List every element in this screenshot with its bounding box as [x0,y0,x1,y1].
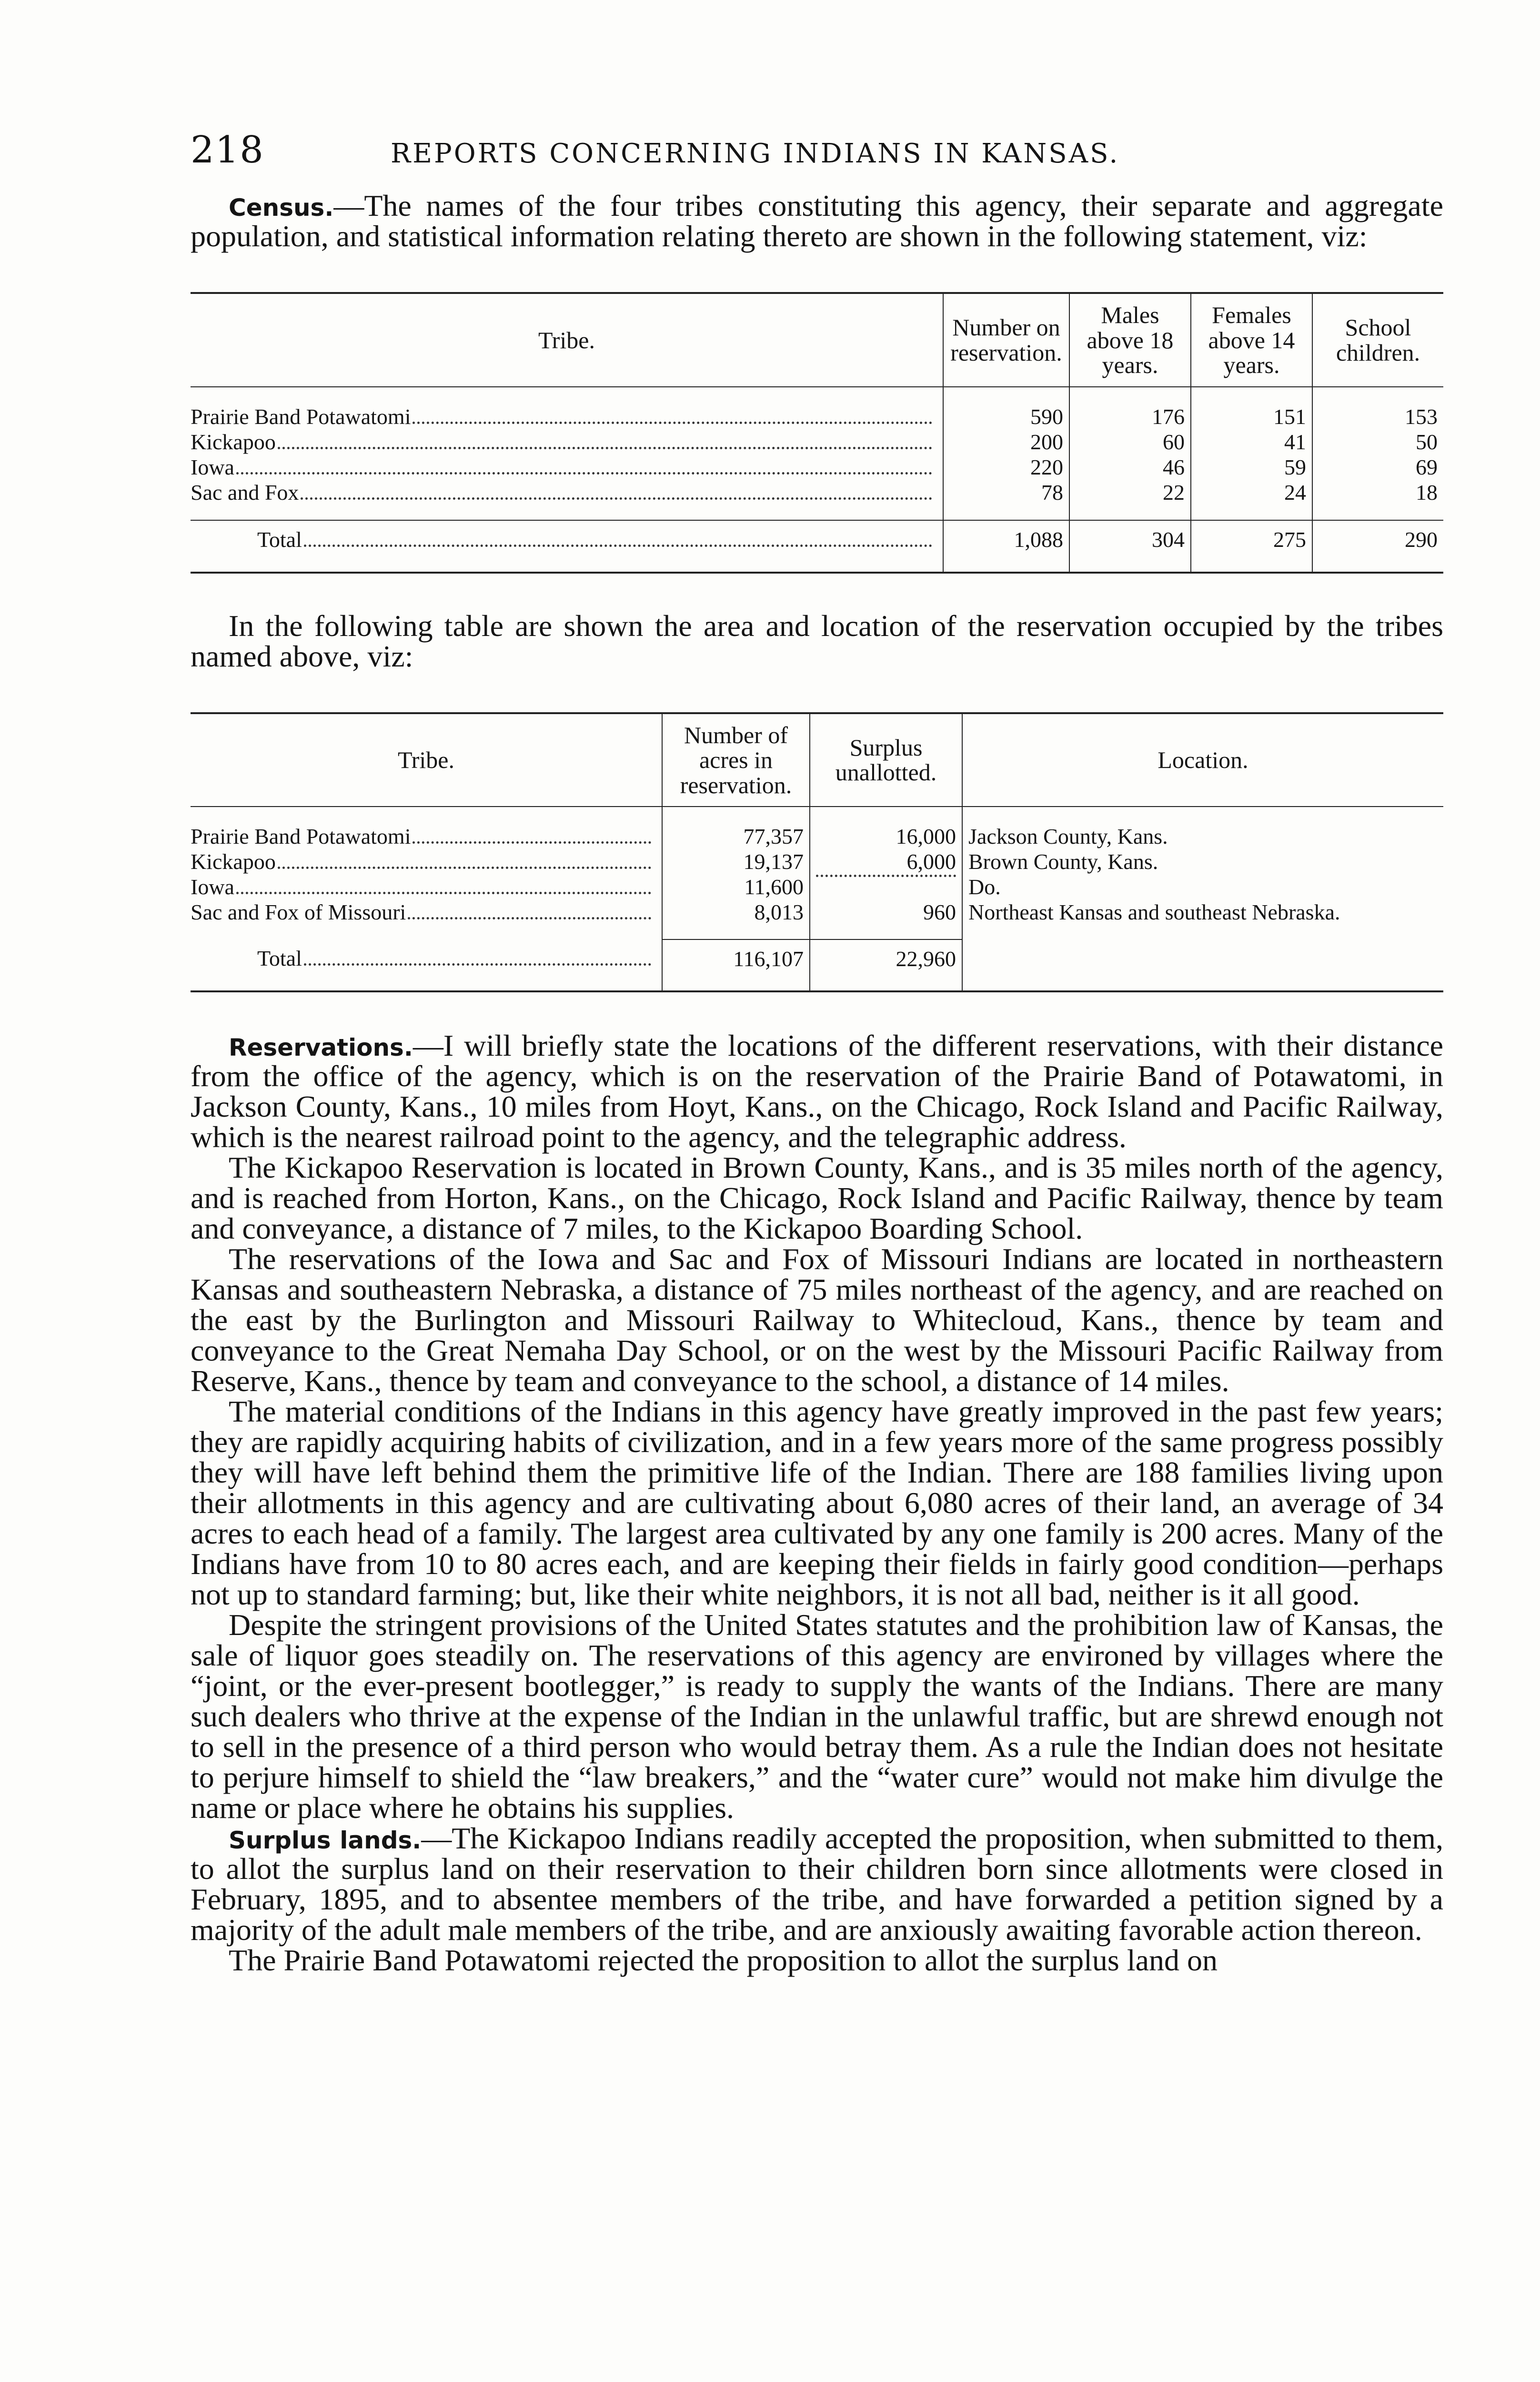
col-header-females: Females above 14 years. [1191,294,1312,387]
surplus-paragraph-2: The Prairie Band Potawatomi rejected the proposition to allot the surplus land on [229,1943,1218,1977]
col-header-tribe: Tribe. [191,294,943,387]
table-row [191,824,1443,849]
surplus-cell-empty [810,875,962,900]
running-title: REPORTS CONCERNING INDIANS IN KANSAS. [391,138,1120,169]
school-cell: 69 [1312,455,1443,480]
col-header-location: Location. [962,714,1443,807]
col-header-surplus: Surplus unallotted. [810,714,962,807]
total-males: 304 [1069,520,1191,572]
total-row [191,520,1443,572]
males-cell: 60 [1069,430,1191,455]
reservation-table [191,714,1443,991]
number-cell: 220 [943,455,1069,480]
acres-cell: 11,600 [662,875,810,900]
tribe-name: Prairie Band Potawatomi [191,404,411,429]
total-surplus: 22,960 [810,939,962,990]
reservations-paragraph-3: The reservations of the Iowa and Sac and Fox of Missouri Indians are located in northeastern Kansas and southeastern Nebraska, a distance of 75 miles northeast of the agency, and are reached on the east by the Burlington and Missouri Railway to Whitecloud, Kans., thence by team and conveyance to the Great Nemaha Day School, or on the west by the Missouri Pacific Railway from Reserve, Kans., thence by team and conveyance to the school, a distance of 14 miles. [191,1242,1443,1398]
census-text: —The names of the four tribes constituting this agency, their separate and aggregate population, and statistical information relating thereto are shown in the following statement, viz: [191,189,1443,253]
tribe-name: Sac and Fox [191,480,299,505]
school-cell: 153 [1312,404,1443,430]
females-cell: 41 [1191,430,1312,455]
location-cell: Jackson County, Kans. [962,824,1443,849]
total-label: Total [257,527,302,552]
col-header-males: Males above 18 years. [1069,294,1191,387]
table-row [191,480,1443,505]
table-row [191,849,1443,875]
col-header-school: School children. [1312,294,1443,387]
number-cell: 78 [943,480,1069,505]
tribe-name: Iowa [191,454,234,479]
males-cell: 176 [1069,404,1191,430]
col-header-tribe: Tribe. [191,714,662,807]
col-header-number: Number on reservation. [943,294,1069,387]
reservations-paragraph-5: Despite the stringent provisions of the United States statutes and the prohibition law of Kansas, the sale of liquor goes steadily on. The reservations of this agency are environed by villages where the “joint, or the ever-present bootlegger,” is ready to supply the wants of the Indians. There are many such dealers who thrive at the expense of the Indian in the unlawful traffic, but are shrewd enough not to sell in the presence of a third person who would betray them. As a rule the Indian does not hesitate to perjure himself to shield the “law breakers,” and the “water cure” would not make him divulge the name or place where he obtains his supplies. [191,1608,1443,1825]
surplus-paragraph-1 [191,1823,1443,1945]
surplus-cell: 16,000 [810,824,962,849]
reservations-paragraph-1 [191,1030,1443,1152]
number-cell: 590 [943,404,1069,430]
table-row [191,455,1443,480]
surplus-text-1: —The Kickapoo Indians readily accepted the proposition, when submitted to them, to allot the surplus land on their reservation to their children born since allotments were closed in February, 1895, and to absentee members of the tribe, and have forwarded a petition signed by a majority of the adult male members of the tribe, and are anxiously awaiting favorable action thereon. [191,1821,1444,1947]
total-label: Total [257,946,302,970]
page [191,129,1443,1976]
location-cell: Northeast Kansas and southeast Nebraska. [962,900,1443,925]
running-head [191,129,1443,186]
females-cell: 24 [1191,480,1312,505]
acres-cell: 8,013 [662,900,810,925]
table-row [191,875,1443,900]
reservations-lead: Reservations. [229,1034,413,1061]
surplus-lead: Surplus lands. [229,1827,422,1854]
reservations-text-1: —I will briefly state the locations of the different reservations, with their distance from the office of the agency, which is on the reservation of the Prairie Band of Potawatomi, in Jackson County, Kans., 10 miles from Hoyt, Kans., on the Chicago, Rock Island and Pacific Railway, which is the nearest railroad point to the agency, and the telegraphic address. [191,1029,1443,1154]
acres-cell: 19,137 [662,849,810,875]
tribe-name: Sac and Fox of Missouri [191,900,406,924]
school-cell: 18 [1312,480,1443,505]
table-row [191,430,1443,455]
females-cell: 151 [1191,404,1312,430]
total-school: 290 [1312,520,1443,572]
location-cell: Do. [962,875,1443,900]
intro-paragraph: In the following table are shown the area and location of the reservation occupied by the tribes named above, viz: [191,608,1443,673]
surplus-cell: 960 [810,900,962,925]
tribe-name: Iowa [191,875,234,899]
table-row [191,900,1443,925]
census-lead: Census. [229,194,334,222]
reservations-paragraph-4: The material conditions of the Indians in this agency have greatly improved in the past few years; they are rapidly acquiring habits of civilization, and in a few years more of the same progress possibly they will have left behind them the primitive life of the Indian. There are 188 families living upon their allotments in this agency and are cultivating about 6,080 acres of their land, an average of 34 acres to each head of a family. The largest area cultivated by any one family is 200 acres. Many of the Indians have from 10 to 80 acres each, and are keeping their fields in fairly good condition—perhaps not up to standard farming; but, like their white neighbors, it is not all bad, neither is it all good. [191,1394,1443,1611]
acres-cell: 77,357 [662,824,810,849]
location-cell: Brown County, Kans. [962,849,1443,875]
tribe-name: Kickapoo [191,849,276,874]
school-cell: 50 [1312,430,1443,455]
col-header-acres: Number of acres in reservation. [662,714,810,807]
tribe-name: Kickapoo [191,429,276,454]
table-row [191,404,1443,430]
surplus-cell: 6,000 [810,849,962,875]
males-cell: 46 [1069,455,1191,480]
total-acres: 116,107 [662,939,810,990]
census-table [191,294,1443,572]
males-cell: 22 [1069,480,1191,505]
census-paragraph [191,191,1443,252]
total-row [191,939,1443,990]
tribe-name: Prairie Band Potawatomi [191,824,411,848]
page-number: 218 [191,129,264,172]
total-number: 1,088 [943,520,1069,572]
total-females: 275 [1191,520,1312,572]
number-cell: 200 [943,430,1069,455]
females-cell: 59 [1191,455,1312,480]
reservations-paragraph-2: The Kickapoo Reservation is located in Brown County, Kans., and is 35 miles north of the agency, and is reached from Horton, Kans., on the Chicago, Rock Island and Pacific Railway, thence by team and conveyance, a distance of 7 miles, to the Kickapoo Boarding School. [191,1151,1443,1245]
